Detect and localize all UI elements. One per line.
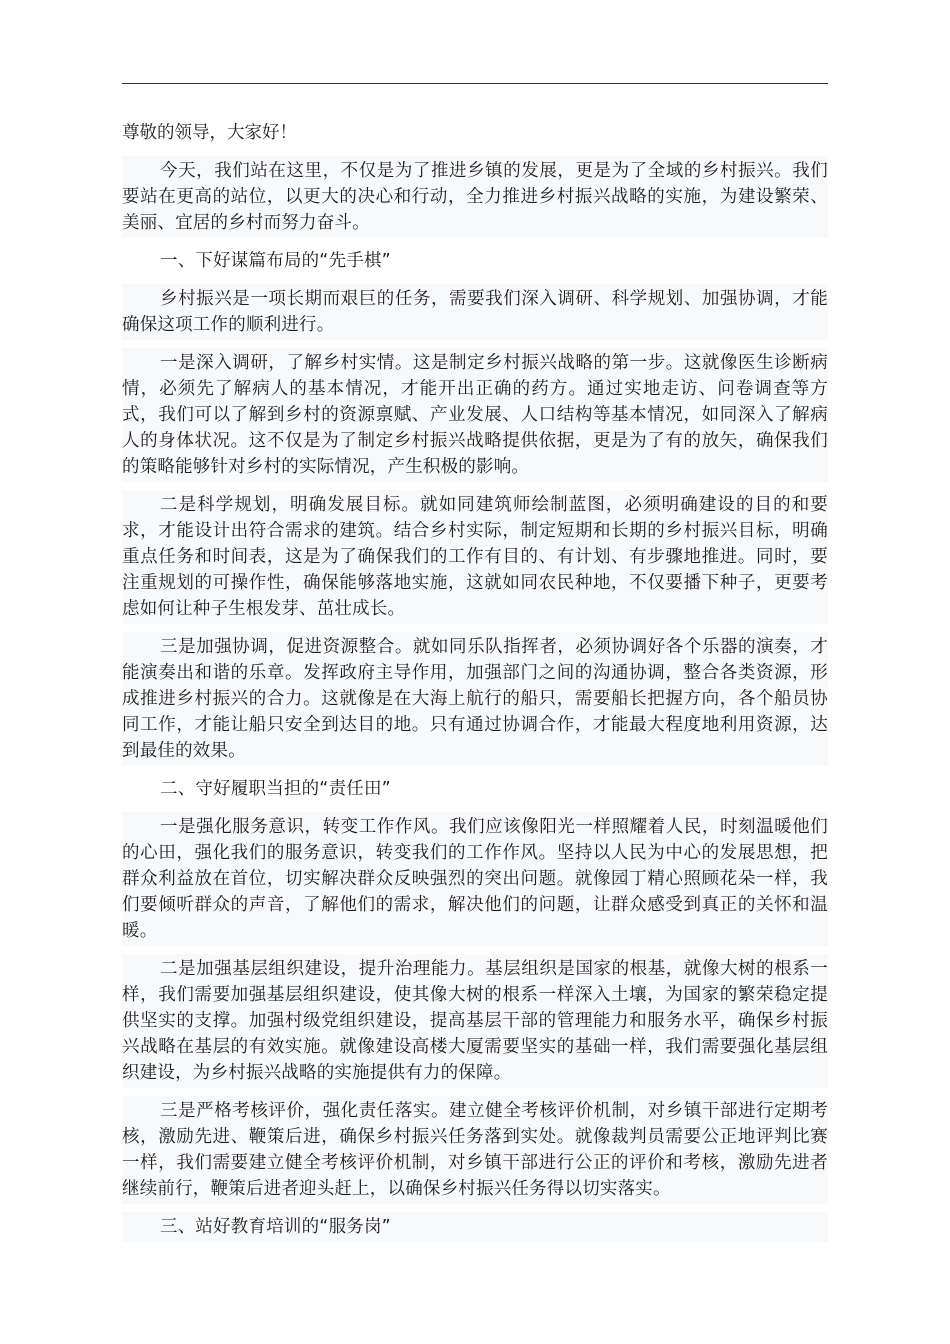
header-rule (122, 83, 828, 84)
paragraph: 二是科学规划，明确发展目标。就如同建筑师绘制蓝图，必须明确建设的目的和要求，才能设计出符合需求的建筑。结合乡村实际，制定短期和长期的乡村振兴目标，明确重点任务和时间表，这是为了确保我们的工作有目的、有计划、有步骤地推进。同时，要注重规划的可操作性，确保能够落地实施，这就如同农民种地，不仅要播下种子，更要考虑如何让种子生根发芽、茁壮成长。 (122, 490, 828, 624)
paragraph-intro: 今天，我们站在这里，不仅是为了推进乡镇的发展，更是为了全域的乡村振兴。我们要站在更高的站位，以更大的决心和行动，全力推进乡村振兴战略的实施，为建设繁荣、美丽、宜居的乡村而努力奋斗。 (122, 156, 828, 238)
paragraph: 二是加强基层组织建设，提升治理能力。基层组织是国家的根基，就像大树的根系一样，我们需要加强基层组织建设，使其像大树的根系一样深入土壤，为国家的繁荣稳定提供坚实的支撑。加强村级党组织建设，提高基层干部的管理能力和服务水平，确保乡村振兴战略在基层的有效实施。就像建设高楼大厦需要坚实的基础一样，我们需要强化基层组织建设，为乡村振兴战略的实施提供有力的保障。 (122, 954, 828, 1088)
document-body (122, 118, 828, 1250)
paragraph: 一是强化服务意识，转变工作作风。我们应该像阳光一样照耀着人民，时刻温暖他们的心田，强化我们的服务意识，转变我们的工作作风。坚持以人民为中心的发展思想，把群众利益放在首位，切实解决群众反映强烈的突出问题。就像园丁精心照顾花朵一样，我们要倾听群众的声音，了解他们的需求，解决他们的问题，让群众感受到真正的关怀和温暖。 (122, 812, 828, 946)
paragraph: 三是严格考核评价，强化责任落实。建立健全考核评价机制，对乡镇干部进行定期考核，激励先进、鞭策后进，确保乡村振兴任务落到实处。就像裁判员需要公正地评判比赛一样，我们需要建立健全考核评价机制，对乡镇干部进行公正的评价和考核，激励先进者继续前行，鞭策后进者迎头赶上，以确保乡村振兴任务得以切实落实。 (122, 1096, 828, 1204)
section-heading-3: 三、站好教育培训的“服务岗” (122, 1212, 828, 1242)
paragraph: 一是深入调研，了解乡村实情。这是制定乡村振兴战略的第一步。这就像医生诊断病情，必须先了解病人的基本情况，才能开出正确的药方。通过实地走访、问卷调查等方式，我们可以了解到乡村的资源禀赋、产业发展、人口结构等基本情况，如同深入了解病人的身体状况。这不仅是为了制定乡村振兴战略提供依据，更是为了有的放矢，确保我们的策略能够针对乡村的实际情况，产生积极的影响。 (122, 348, 828, 482)
section-heading-2: 二、守好履职当担的“责任田” (122, 774, 828, 804)
section-heading-1: 一、下好谋篇布局的“先手棋” (122, 246, 828, 276)
paragraph: 乡村振兴是一项长期而艰巨的任务，需要我们深入调研、科学规划、加强协调，才能确保这项工作的顺利进行。 (122, 284, 828, 340)
greeting: 尊敬的领导，大家好！ (122, 123, 297, 143)
paragraph: 三是加强协调，促进资源整合。就如同乐队指挥者，必须协调好各个乐器的演奏，才能演奏出和谐的乐章。发挥政府主导作用，加强部门之间的沟通协调，整合各类资源，形成推进乡村振兴的合力。这就像是在大海上航行的船只，需要船长把握方向，各个船员协同工作，才能让船只安全到达目的地。只有通过协调合作，才能最大程度地利用资源，达到最佳的效果。 (122, 632, 828, 766)
